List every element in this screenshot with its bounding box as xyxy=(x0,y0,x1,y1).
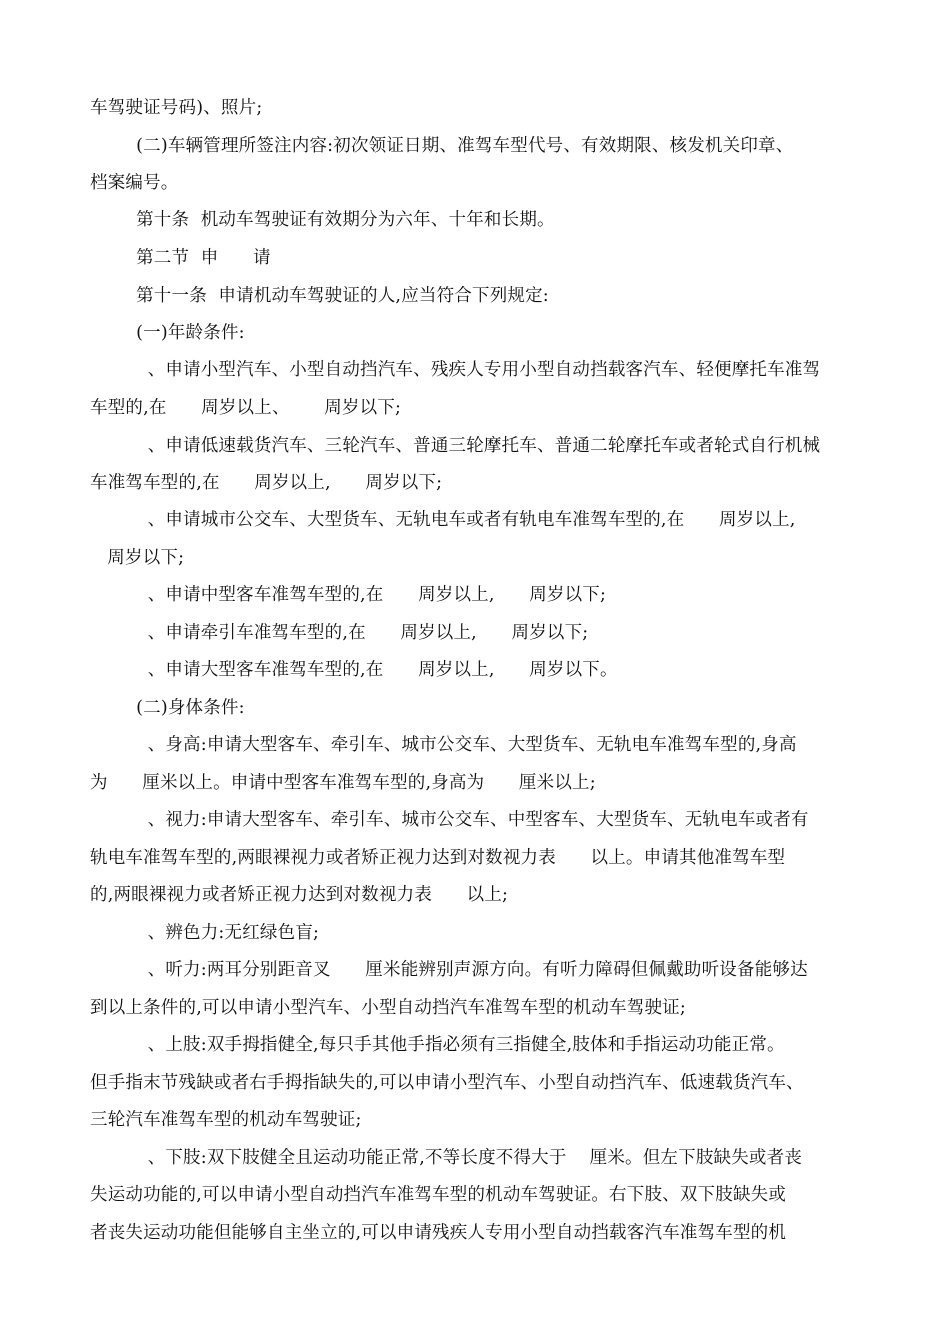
text-line: 第十一条 申请机动车驾驶证的人,应当符合下列规定: xyxy=(90,286,549,306)
text-line: 、申请中型客车准驾车型的,在 周岁以上, 周岁以下; xyxy=(90,585,607,605)
text-line: 轨电车准驾车型的,两眼裸视力或者矫正视力达到对数视力表 以上。申请其他准驾车型 xyxy=(90,848,786,868)
text-line: 、听力:两耳分别距音叉 厘米能辨别声源方向。有听力障碍但佩戴助听设备能够达 xyxy=(90,960,808,980)
section-heading: 第二节 申 请 xyxy=(90,248,271,268)
text-line: 周岁以下; xyxy=(90,548,185,568)
text-line: 、申请低速载货汽车、三轮汽车、普通三轮摩托车、普通二轮摩托车或者轮式自行机械 xyxy=(90,436,821,456)
text-line: 到以上条件的,可以申请小型汽车、小型自动挡汽车准驾车型的机动车驾驶证; xyxy=(90,998,686,1018)
text-line: 为 厘米以上。申请中型客车准驾车型的,身高为 厘米以上; xyxy=(90,773,596,793)
text-line: 、身高:申请大型客车、牵引车、城市公交车、大型货车、无轨电车准驾车型的,身高 xyxy=(90,735,797,755)
text-line: 、申请小型汽车、小型自动挡汽车、残疾人专用小型自动挡载客汽车、轻便摩托车准驾 xyxy=(90,360,821,380)
text-line: 车驾驶证号码)、照片; xyxy=(90,98,263,118)
text-line: 车型的,在 周岁以上、 周岁以下; xyxy=(90,398,402,418)
text-line: 、申请大型客车准驾车型的,在 周岁以上, 周岁以下。 xyxy=(90,660,618,680)
text-line: 、上肢:双手拇指健全,每只手其他手指必须有三指健全,肢体和手指运动功能正常。 xyxy=(90,1035,785,1055)
text-line: 失运动功能的,可以申请小型自动挡汽车准驾车型的机动车驾驶证。右下肢、双下肢缺失或 xyxy=(90,1185,787,1205)
text-line: (二)身体条件: xyxy=(90,698,245,718)
text-line: 但手指末节残缺或者右手拇指缺失的,可以申请小型汽车、小型自动挡汽车、低速载货汽车、 xyxy=(90,1073,804,1093)
text-line: 、申请牵引车准驾车型的,在 周岁以上, 周岁以下; xyxy=(90,623,589,643)
text-line: 、下肢:双下肢健全且运动功能正常,不等长度不得大于 厘米。但左下肢缺失或者丧 xyxy=(90,1148,803,1168)
text-line: 、辨色力:无红绿色盲; xyxy=(90,923,320,943)
text-line: 者丧失运动功能但能够自主坐立的,可以申请残疾人专用小型自动挡载客汽车准驾车型的机 xyxy=(90,1223,787,1243)
text-line: 三轮汽车准驾车型的机动车驾驶证; xyxy=(90,1110,362,1130)
text-line: (二)车辆管理所签注内容:初次领证日期、准驾车型代号、有效期限、核发机关印章、 xyxy=(90,136,794,156)
text-line: 的,两眼裸视力或者矫正视力达到对数视力表 以上; xyxy=(90,885,509,905)
text-line: 第十条 机动车驾驶证有效期分为六年、十年和长期。 xyxy=(90,210,555,230)
text-line: 车准驾车型的,在 周岁以上, 周岁以下; xyxy=(90,473,443,493)
text-line: 、申请城市公交车、大型货车、无轨电车或者有轨电车准驾车型的,在 周岁以上, xyxy=(90,510,796,530)
text-line: (一)年龄条件: xyxy=(90,323,245,343)
text-line: 档案编号。 xyxy=(90,173,179,193)
text-line: 、视力:申请大型客车、牵引车、城市公交车、中型客车、大型货车、无轨电车或者有 xyxy=(90,810,809,830)
